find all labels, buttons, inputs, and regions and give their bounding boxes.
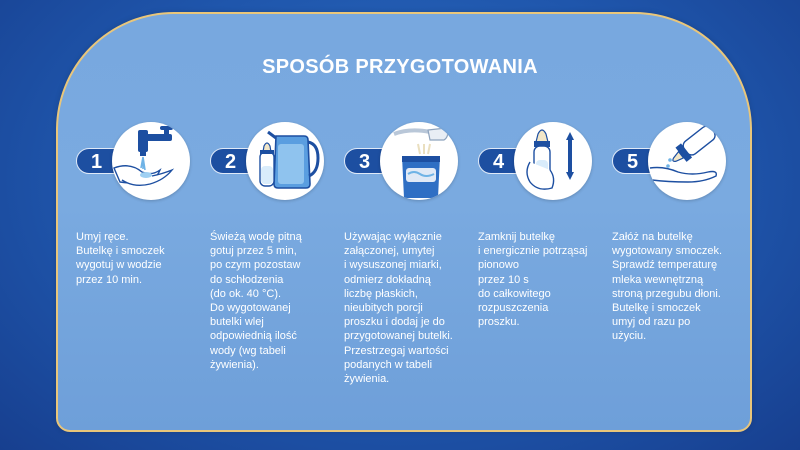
step-4 — [478, 122, 612, 392]
scoop-formula-icon — [380, 122, 458, 200]
step-4-text: Zamknij butelkę i energicznie potrząsaj pionowo przez 10 s do całkowitego rozpuszczenia proszku. — [478, 231, 588, 329]
step-1-text: Umyj ręce. Butelkę i smoczek wygotuj w wodzie przez 10 min. — [76, 231, 165, 286]
step-1 — [76, 122, 210, 392]
test-temperature-wrist-icon — [648, 122, 726, 200]
page-title: SPOSÓB PRZYGOTOWANIA — [262, 56, 538, 78]
step-number: 3 — [359, 151, 371, 173]
kettle-bottle-icon — [246, 122, 324, 200]
step-3-text: Używając wyłącznie załączonej, umytej i wysuszonej miarki, odmierz dokładną liczbę płaskich, nieubitych porcji proszku i dodaj je do przygotowanej butelki. Przestrzegaj wartości podanych w tabeli żywienia. — [344, 231, 453, 386]
shake-bottle-icon — [514, 122, 592, 200]
step-5-text: Załóż na butelkę wygotowany smoczek. Sprawdź temperaturę mleka wewnętrzną stroną przegubu dłoni. Butelkę i smoczek umyj od razu po użyciu. — [612, 231, 723, 343]
step-number: 1 — [91, 151, 103, 173]
step-5 — [612, 122, 746, 392]
step-number: 2 — [225, 151, 237, 173]
step-number: 4 — [493, 151, 505, 173]
step-3 — [344, 122, 478, 392]
tap-water-hands-icon — [112, 122, 190, 200]
step-2-text: Świeżą wodę pitną gotuj przez 5 min, po czym pozostaw do schłodzenia (do ok. 40 °C). Do wygotowanej butelki wlej odpowiednią ilość wody (wg tabeli żywienia). — [210, 231, 302, 371]
step-number: 5 — [627, 151, 639, 173]
step-2 — [210, 122, 344, 392]
